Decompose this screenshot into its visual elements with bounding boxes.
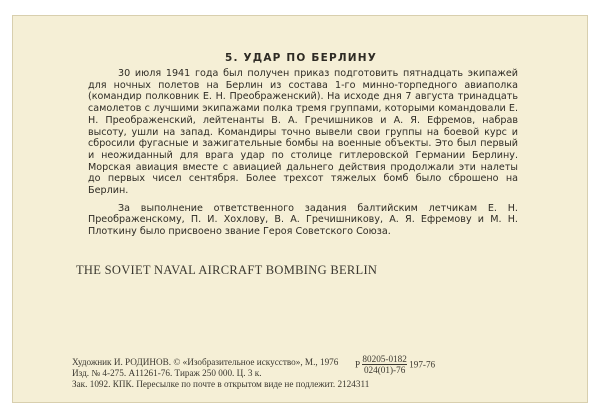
index-fraction bbox=[362, 354, 406, 375]
imprint-block bbox=[72, 357, 542, 390]
imprint-line-3: Зак. 1092. КПК. Пересылке по почте в открытом виде не подлежит. 2124311 bbox=[72, 379, 370, 389]
article-body bbox=[88, 68, 518, 238]
index-numerator: 80205-0182 bbox=[362, 354, 407, 364]
index-prefix: Р bbox=[355, 359, 361, 370]
postcard-back bbox=[12, 15, 588, 403]
english-title: THE SOVIET NAVAL AIRCRAFT BOMBING BERLIN bbox=[76, 263, 378, 277]
paragraph-1: 30 июля 1941 года был получен приказ подготовить пятнадцать экипажей для ночных полетов на Берлин из состава 1-го минно-торпедного авиаполка (командир полковник Е. Н. Преображенский). На исходе дня 7 августа тринадцать самолетов с лучшими экипажами полка тремя группами, которыми командовали Е. Н. Преображенский, лейтенанты В. А. Гречишников и А. Я. Ефремов, набрав высоту, ушли на запад. Командиры точно вывели свои группы на боевой курс и сбросили фугасные и зажигательные бомбы на военные объекты. Это был первый и неожиданный для врага удар по столице гитлеровской Германии Берлину. Морская авиация вместе с авиацией дальнего действия продолжали эти налеты до первых чисел сентября. Более трехсот тяжелых бомб было сброшено на Берлин. bbox=[88, 68, 518, 197]
paragraph-2: За выполнение ответственного задания балтийским летчикам Е. Н. Преображенскому, П. И. Хохлову, В. А. Гречишникову, А. Я. Ефремову и М. Н. Плоткину было присвоено звание Героя Советского Союза. bbox=[88, 202, 518, 238]
imprint-line-1: Художник И. РОДИНОВ. © «Изобразительное искусство», М., 1976 bbox=[72, 357, 339, 367]
page-title: 5. УДАР ПО БЕРЛИНУ bbox=[224, 52, 378, 64]
imprint-line-2: Изд. № 4-275. А11261-76. Тираж 250 000. Ц. 3 к. bbox=[72, 368, 262, 378]
index-denominator: 024(01)-76 bbox=[363, 365, 406, 375]
index-suffix: 197-76 bbox=[409, 359, 436, 370]
publication-index bbox=[355, 354, 435, 375]
